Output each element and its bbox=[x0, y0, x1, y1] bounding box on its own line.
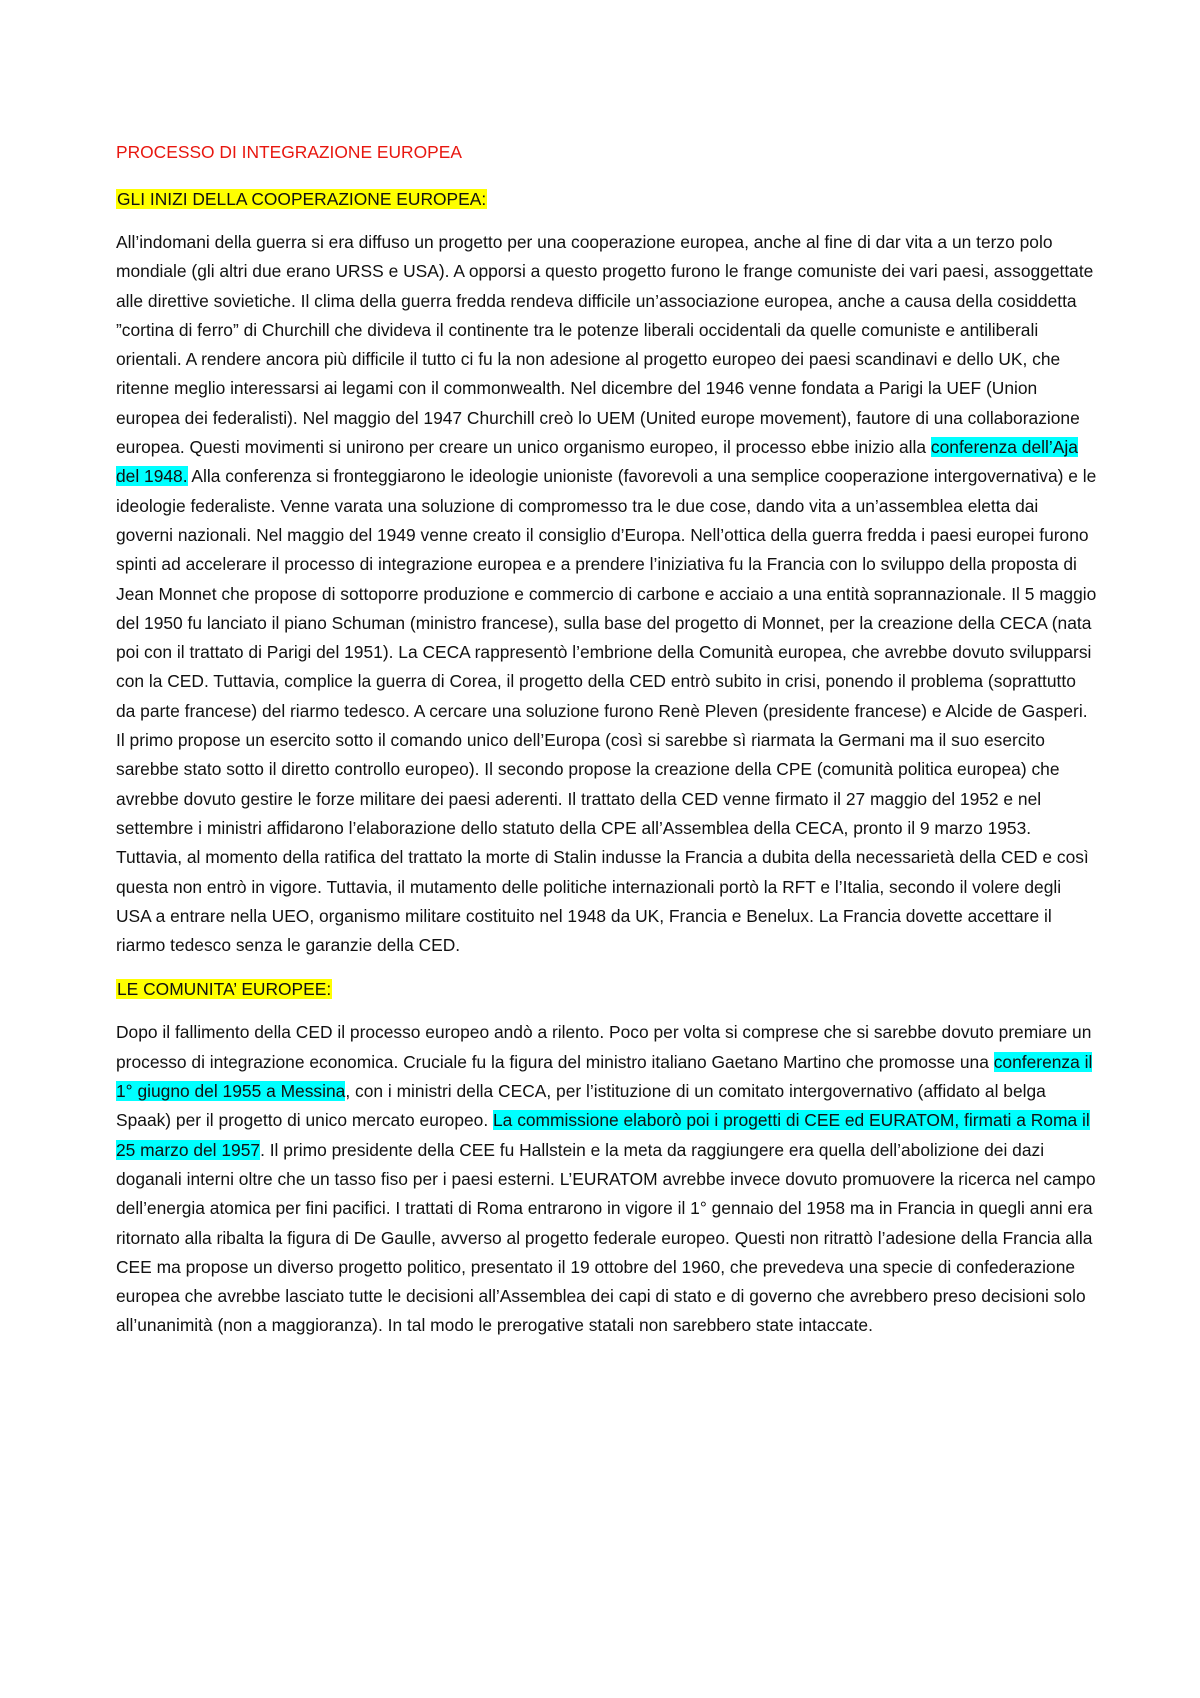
section-heading-inizi-text: GLI INIZI DELLA COOPERAZIONE EUROPEA: bbox=[117, 189, 487, 209]
document-page bbox=[116, 140, 1098, 1357]
section-heading-inizi bbox=[116, 186, 1098, 212]
paragraph-inizi bbox=[116, 228, 1098, 960]
section-heading-comunita bbox=[116, 976, 1098, 1002]
highlighted-text: La commissione elaborò poi i progetti di CEE ed EURATOM, firmati a Roma il 25 marzo del 1957 bbox=[116, 1110, 1090, 1160]
paragraph-text: All’indomani della guerra si era diffuso un progetto per una cooperazione europea, anche al fine di dar vita a un terzo polo mondiale (gli altri due erano URSS e USA). A opporsi a questo progetto furono le frange comuniste dei vari paesi, assoggettate alle direttive sovietiche. Il clima della guerra fredda rendeva difficile un’associazione europea, anche a causa della cosiddetta ”cortina di ferro” di Churchill che divideva il continente tra le potenze liberali occidentali da quelle comuniste e antiliberali orientali. A rendere ancora più difficile il tutto ci fu la non adesione al progetto europeo dei paesi scandinavi e dello UK, che ritenne meglio interessarsi ai legami con il commonwealth. Nel dicembre del 1946 venne fondata a Parigi la UEF (Union europea dei federalisti). Nel maggio del 1947 Churchill creò lo UEM (United europe movement), fautore di una collaborazione europea. Questi movimenti si unirono per creare un unico organismo europeo, il processo ebbe inizio alla bbox=[116, 232, 1094, 458]
paragraph-comunita bbox=[116, 1018, 1098, 1340]
highlighted-text: conferenza il 1° giugno del 1955 a Messina bbox=[116, 1051, 1093, 1102]
paragraph-text: Alla conferenza si fronteggiarono le ideologie unioniste (favorevoli a una semplice cooperazione intergovernativa) e le ideologie federaliste. Venne varata una soluzione di compromesso tra le due cose, dando vita a un’assemblea eletta dai governi nazionali. Nel maggio del 1949 venne creato il consiglio d’Europa. Nell’ottica della guerra fredda i paesi europei furono spinti ad accelerare il processo di integrazione europea e a prendere l’iniziativa fu la Francia con lo sviluppo della proposta di Jean Monnet che propose di sottoporre produzione e commercio di carbone e acciaio a una entità soprannazionale. Il 5 maggio del 1950 fu lanciato il piano Schuman (ministro francese), sulla base del progetto di Monnet, per la creazione della CECA (nata poi con il trattato di Parigi del 1951). La CECA rappresentò l’embrione della Comunità europea, che avrebbe dovuto svilupparsi con la CED. Tuttavia, complice la guerra di Corea, il progetto della CED entrò subito in crisi, ponendo il problema (soprattutto da parte francese) del riarmo tedesco. A cercare una soluzione furono Renè Pleven (presidente francese) e Alcide de Gasperi. Il primo propose un esercito sotto il comando unico dell’Europa (così si sarebbe sì riarmata la Germani ma il suo esercito sarebbe stato sotto il diretto controllo europeo). Il secondo propose la creazione della CPE (comunità politica europea) che avrebbe dovuto gestire le forze militare dei paesi aderenti. Il trattato della CED venne firmato il 27 maggio del 1952 e nel settembre i ministri affidarono l’elaborazione dello statuto della CPE all’Assemblea della CECA, pronto il 9 marzo 1953. Tuttavia, al momento della ratifica del trattato la morte di Stalin indusse la Francia a dubita della necessarietà della CED e così questa non entrò in vigore. Tuttavia, il mutamento delle politiche internazionali portò la RFT e l’Italia, secondo il volere degli USA a entrare nella UEO, organismo militare costituito nel 1948 da UK, Francia e Benelux. La Francia dovette accettare il riarmo tedesco senza le garanzie della CED. bbox=[116, 466, 1097, 956]
paragraph-text: Dopo il fallimento della CED il processo europeo andò a rilento. Poco per volta si comprese che si sarebbe dovuto premiare un processo di integrazione economica. Cruciale fu la figura del ministro italiano Gaetano Martino che promosse una bbox=[116, 1022, 1092, 1072]
section-heading-comunita-text: LE COMUNITA’ EUROPEE: bbox=[117, 979, 332, 1000]
paragraph-text: . Il primo presidente della CEE fu Hallstein e la meta da raggiungere era quella dell’abolizione dei dazi doganali interni oltre che un tasso fiso per i paesi esterni. L’EURATOM avrebbe invece dovuto promuovere la ricerca nel campo dell’energia atomica per fini pacifici. I trattati di Roma entrarono in vigore il 1° gennaio del 1958 ma in Francia in quegli anni era ritornato alla ribalta la figura di De Gaulle, avverso al progetto federale europeo. Questi non ritrattò l’adesione della Francia alla CEE ma propose un diverso progetto politico, presentato il 19 ottobre del 1960, che prevedeva una specie di confederazione europea che avrebbe lasciato tutte le decisioni all’Assemblea dei capi di stato e di governo che avrebbero preso decisioni solo all’unanimità (non a maggioranza). In tal modo le prerogative statali non sarebbero state intaccate. bbox=[116, 1139, 1096, 1336]
highlighted-text: conferenza dell’Aja del 1948. bbox=[116, 437, 1078, 487]
document-title: PROCESSO DI INTEGRAZIONE EUROPEA bbox=[116, 142, 462, 162]
paragraph-text: , con i ministri della CECA, per l’istituzione di un comitato intergovernativo (affidato al belga Spaak) per il progetto di unico mercato europeo. bbox=[116, 1081, 1046, 1131]
